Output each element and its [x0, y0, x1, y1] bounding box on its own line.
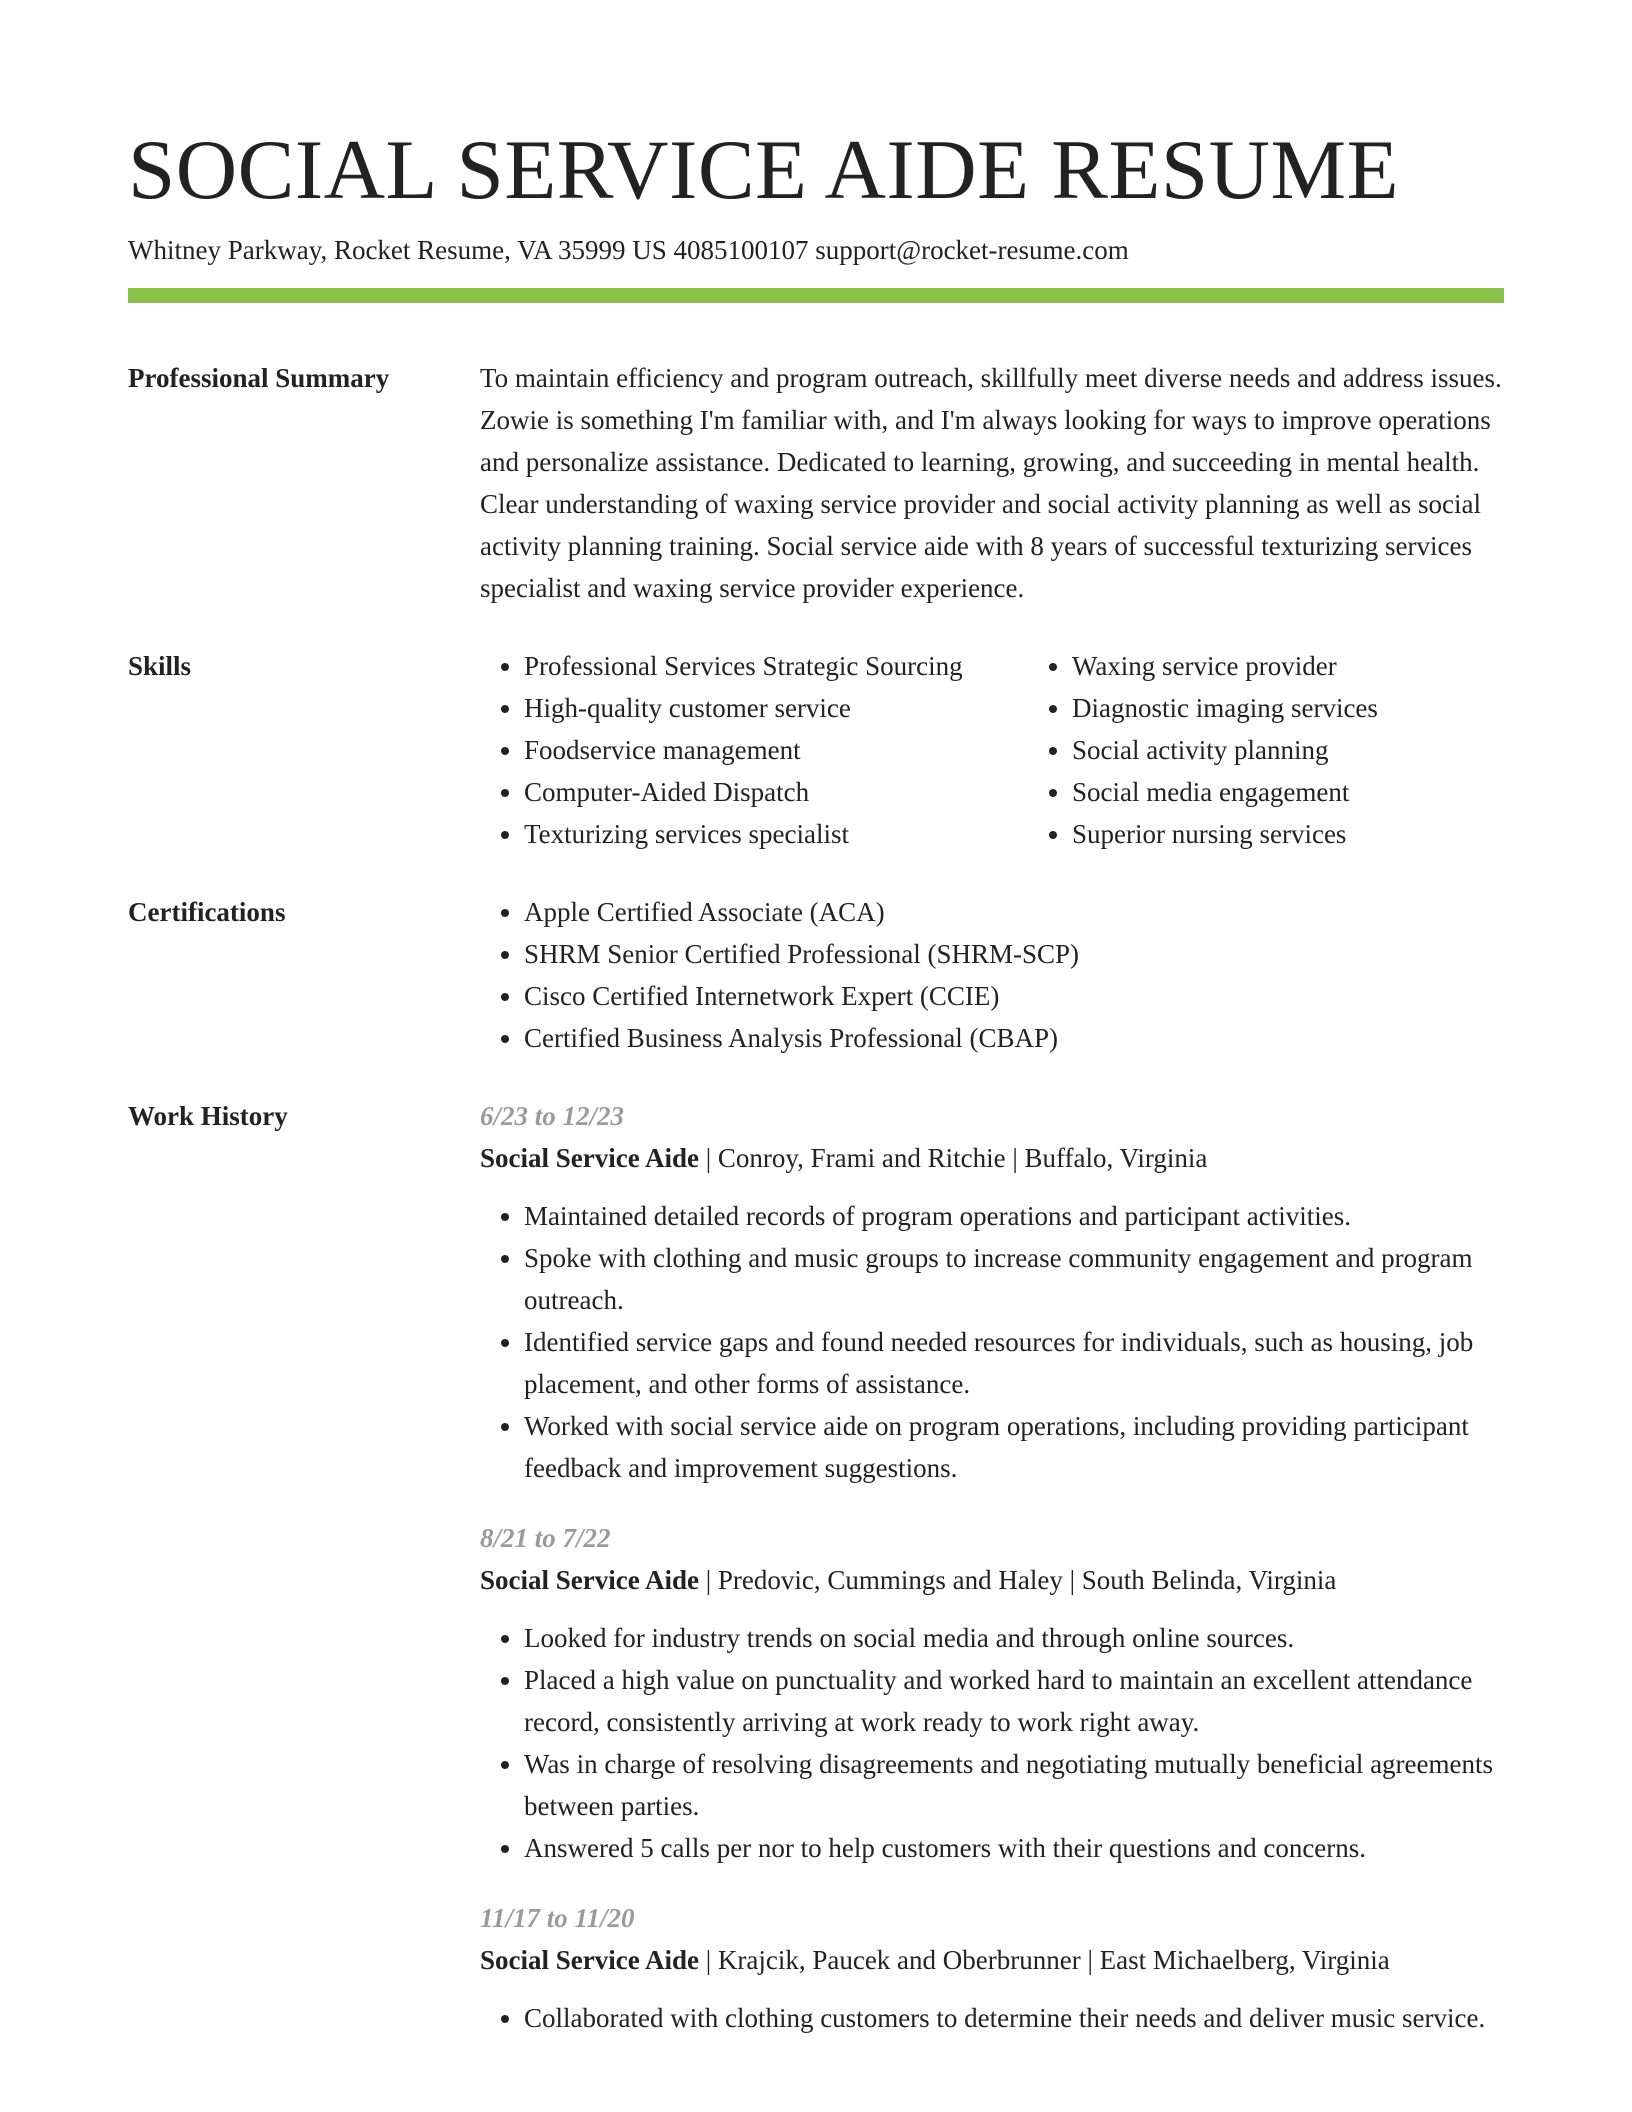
- job-bullets: [480, 1617, 1504, 1869]
- skill-item: • Superior nursing services: [1072, 813, 1504, 855]
- summary-section: [128, 357, 1504, 609]
- resume-title: SOCIAL SERVICE AIDE RESUME: [128, 123, 1400, 217]
- job-bullet: • Was in charge of resolving disagreements and negotiating mutually beneficial agreements between parties.: [524, 1743, 1504, 1827]
- work-history-section: [128, 1095, 1504, 2067]
- job-bullet: • Maintained detailed records of program operations and participant activities.: [524, 1195, 1504, 1237]
- section-label-summary: Professional Summary: [128, 363, 390, 393]
- certifications-content: [480, 891, 1504, 1059]
- job-employer-location: | Predovic, Cummings and Haley | South Belinda, Virginia: [698, 1565, 1337, 1595]
- skill-item: • Social activity planning: [1072, 729, 1504, 771]
- skill-item: • Diagnostic imaging services: [1072, 687, 1504, 729]
- section-label-certifications: Certifications: [128, 897, 286, 927]
- certification-item: • SHRM Senior Certified Professional (SHRM-SCP): [524, 933, 1504, 975]
- certification-item: • Cisco Certified Internetwork Expert (CCIE): [524, 975, 1504, 1017]
- job-title: Social Service Aide: [480, 1143, 699, 1173]
- job-bullets: [480, 1195, 1504, 1489]
- job-bullet: • Collaborated with clothing customers to determine their needs and deliver music service.: [524, 1997, 1504, 2039]
- job-bullet: • Worked with social service aide on program operations, including providing participant feedback and improvement suggestions.: [524, 1405, 1504, 1489]
- job-entry: [480, 1517, 1504, 1869]
- contact-line: Whitney Parkway, Rocket Resume, VA 35999 US 4085100107 support@rocket-resume.com: [128, 235, 1129, 265]
- job-dates: 6/23 to 12/23: [480, 1101, 625, 1131]
- job-heading: [480, 1559, 1504, 1601]
- job-entry: [480, 1897, 1504, 2039]
- section-label-work-history: Work History: [128, 1101, 288, 1131]
- skill-item: • High-quality customer service: [524, 687, 1028, 729]
- job-employer-location: | Conroy, Frami and Ritchie | Buffalo, Virginia: [698, 1143, 1208, 1173]
- job-dates: 8/21 to 7/22: [480, 1523, 611, 1553]
- section-label-skills: Skills: [128, 651, 192, 681]
- job-title: Social Service Aide: [480, 1945, 699, 1975]
- skills-column-left: [480, 645, 1028, 855]
- skill-item: • Social media engagement: [1072, 771, 1504, 813]
- job-bullet: • Looked for industry trends on social media and through online sources.: [524, 1617, 1504, 1659]
- summary-text: To maintain efficiency and program outreach, skillfully meet diverse needs and address issues. Zowie is something I'm familiar with, and I'm always looking for ways to improve operations and personalize assistance. Dedicated to learning, growing, and succeeding in mental health. Clear understanding of waxing service provider and social activity planning as well as social activity planning training. Social service aide with 8 years of successful texturizing services specialist and waxing service provider experience.: [480, 363, 1502, 603]
- job-bullet: • Placed a high value on punctuality and worked hard to maintain an excellent attendance record, consistently arriving at work ready to work right away.: [524, 1659, 1504, 1743]
- certifications-list: [480, 891, 1504, 1059]
- work-history-content: [480, 1095, 1504, 2067]
- job-bullet: • Answered 5 calls per nor to help customers with their questions and concerns.: [524, 1827, 1504, 1869]
- skill-item: • Computer-Aided Dispatch: [524, 771, 1028, 813]
- job-bullet: • Spoke with clothing and music groups to increase community engagement and program outreach.: [524, 1237, 1504, 1321]
- job-entry: [480, 1095, 1504, 1489]
- skill-item: • Waxing service provider: [1072, 645, 1504, 687]
- skill-item: • Foodservice management: [524, 729, 1028, 771]
- job-title: Social Service Aide: [480, 1565, 699, 1595]
- certification-item: • Certified Business Analysis Professional (CBAP): [524, 1017, 1504, 1059]
- job-bullet: • Identified service gaps and found needed resources for individuals, such as housing, job placement, and other forms of assistance.: [524, 1321, 1504, 1405]
- job-dates: 11/17 to 11/20: [480, 1903, 635, 1933]
- skill-item: • Professional Services Strategic Sourcing: [524, 645, 1028, 687]
- skills-list: [480, 645, 1504, 855]
- job-employer-location: | Krajcik, Paucek and Oberbrunner | East Michaelberg, Virginia: [698, 1945, 1390, 1975]
- skills-section: [128, 645, 1504, 855]
- skills-column-right: [1028, 645, 1504, 855]
- skill-item: • Texturizing services specialist: [524, 813, 1028, 855]
- job-bullets: [480, 1997, 1504, 2039]
- job-heading: [480, 1137, 1504, 1179]
- certifications-section: [128, 891, 1504, 1059]
- job-heading: [480, 1939, 1504, 1981]
- header-divider: [128, 288, 1504, 303]
- certification-item: • Apple Certified Associate (ACA): [524, 891, 1504, 933]
